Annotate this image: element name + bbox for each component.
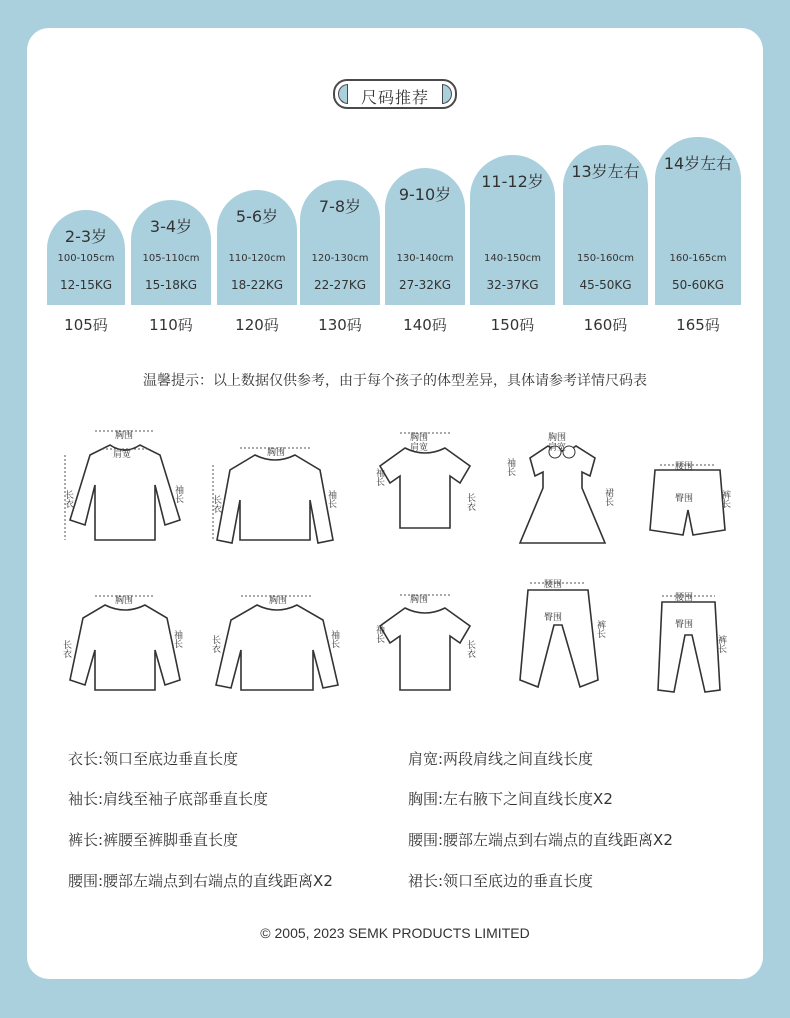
- size-weight: 22-27KG: [313, 278, 367, 292]
- size-age: 2-3岁: [64, 227, 108, 246]
- garment-dress-diagram: [500, 428, 625, 553]
- svg-text:胸围: 胸围: [267, 448, 286, 458]
- svg-text:臀围: 臀围: [675, 494, 694, 504]
- size-column: [385, 168, 465, 305]
- size-column: [47, 210, 125, 305]
- size-weight: 12-15KG: [59, 278, 113, 292]
- page-title: 尺码推荐: [360, 88, 429, 107]
- size-code: 140码: [403, 316, 447, 334]
- definition-item: 裙长:领口至底边的垂直长度: [408, 872, 594, 890]
- garment-raglan2-diagram: [55, 590, 195, 700]
- svg-text:长衣: 长衣: [465, 640, 475, 658]
- svg-text:胸围: 胸围: [115, 596, 134, 606]
- svg-text:裤长: 裤长: [595, 620, 605, 638]
- size-height: 140-150cm: [483, 253, 542, 264]
- svg-text:袖长: 袖长: [326, 490, 336, 508]
- svg-text:腰围: 腰围: [544, 580, 563, 590]
- size-code: 130码: [318, 316, 362, 334]
- svg-text:袖长: 袖长: [172, 630, 182, 648]
- size-column: [470, 155, 555, 305]
- garment-shorts-diagram: [645, 455, 745, 545]
- svg-text:臀围: 臀围: [675, 620, 694, 630]
- svg-text:长衣: 长衣: [211, 495, 221, 513]
- size-code: 150码: [490, 316, 535, 334]
- definition-item: 腰围:腰部左端点到右端点的直线距离X2: [68, 872, 333, 890]
- size-height: 160-165cm: [669, 253, 727, 264]
- svg-text:裤长: 裤长: [720, 490, 730, 508]
- size-height: 100-105cm: [57, 253, 115, 264]
- svg-text:袖长: 袖长: [173, 485, 183, 503]
- size-weight: 15-18KG: [144, 278, 198, 292]
- svg-text:长衣: 长衣: [63, 490, 73, 508]
- svg-text:腰围: 腰围: [675, 462, 694, 472]
- garment-raglan-diagram: [205, 440, 345, 550]
- size-height: 120-130cm: [311, 253, 369, 264]
- svg-text:长衣: 长衣: [61, 640, 71, 658]
- svg-text:胸围: 胸围: [269, 596, 288, 606]
- svg-text:袖长: 袖长: [374, 468, 384, 486]
- definition-item: 衣长:领口至底边垂直长度: [68, 750, 239, 768]
- size-age: 9-10岁: [398, 185, 452, 204]
- svg-text:袖长: 袖长: [329, 630, 339, 648]
- garment-joggers-diagram: [510, 575, 620, 700]
- svg-text:袖长: 袖长: [505, 458, 515, 476]
- size-column: [563, 145, 648, 305]
- size-age: 14岁左右: [663, 154, 733, 173]
- garment-tshirt2-diagram: [365, 590, 485, 700]
- size-weight: 45-50KG: [579, 278, 632, 292]
- svg-text:袖长: 袖长: [374, 625, 384, 643]
- size-age: 7-8岁: [318, 197, 362, 216]
- svg-text:长衣: 长衣: [210, 635, 220, 653]
- svg-text:臀围: 臀围: [544, 613, 563, 623]
- svg-text:胸围: 胸围: [115, 431, 134, 441]
- svg-text:胸围: 胸围: [410, 433, 429, 443]
- size-code: 105码: [64, 316, 108, 334]
- size-code: 160码: [583, 316, 628, 334]
- size-chart: [0, 0, 790, 340]
- svg-text:胸围: 胸围: [548, 433, 567, 443]
- size-weight: 50-60KG: [671, 278, 725, 292]
- size-height: 110-120cm: [228, 253, 286, 264]
- svg-text:胸围: 胸围: [410, 595, 429, 605]
- size-height: 150-160cm: [576, 253, 635, 264]
- size-column: [655, 137, 741, 305]
- garment-sweatshirt-diagram: [205, 590, 350, 700]
- garment-sweater-diagram: [55, 425, 195, 550]
- svg-text:肩宽: 肩宽: [548, 443, 567, 453]
- size-column: [217, 190, 297, 305]
- size-weight: 18-22KG: [230, 278, 284, 292]
- size-tip: 温馨提示：以上数据仅供参考，由于每个孩子的体型差异，具体请参考详情尺码表: [143, 373, 647, 389]
- size-age: 5-6岁: [235, 207, 279, 226]
- definition-item: 肩宽:两段肩线之间直线长度: [408, 750, 594, 768]
- svg-text:裙长: 裙长: [603, 488, 613, 506]
- definition-item: 裤长:裤腰至裤脚垂直长度: [68, 831, 239, 849]
- size-code: 165码: [676, 316, 720, 334]
- garment-tshirt-diagram: [365, 428, 485, 538]
- size-code: 120码: [235, 316, 279, 334]
- size-age: 13岁左右: [571, 162, 640, 181]
- svg-text:肩宽: 肩宽: [113, 450, 132, 460]
- definition-item: 腰围:腰部左端点到右端点的直线距离X2: [408, 831, 673, 849]
- size-code: 110码: [149, 316, 193, 334]
- size-column: [300, 180, 380, 305]
- svg-text:裤长: 裤长: [716, 635, 726, 653]
- svg-text:腰围: 腰围: [675, 593, 694, 603]
- copyright-footer: © 2005, 2023 SEMK PRODUCTS LIMITED: [260, 925, 530, 941]
- size-age: 11-12岁: [481, 172, 544, 191]
- size-weight: 27-32KG: [398, 278, 452, 292]
- size-column: [131, 200, 211, 305]
- definition-item: 胸围:左右腋下之间直线长度X2: [408, 790, 613, 808]
- size-height: 130-140cm: [396, 253, 454, 264]
- size-weight: 32-37KG: [486, 278, 539, 292]
- size-age: 3-4岁: [149, 217, 193, 236]
- size-height: 105-110cm: [142, 253, 200, 264]
- svg-text:长衣: 长衣: [465, 493, 475, 511]
- definition-item: 袖长:肩线至袖子底部垂直长度: [68, 790, 269, 808]
- garment-leggings-diagram: [650, 590, 745, 700]
- svg-text:肩宽: 肩宽: [410, 443, 429, 453]
